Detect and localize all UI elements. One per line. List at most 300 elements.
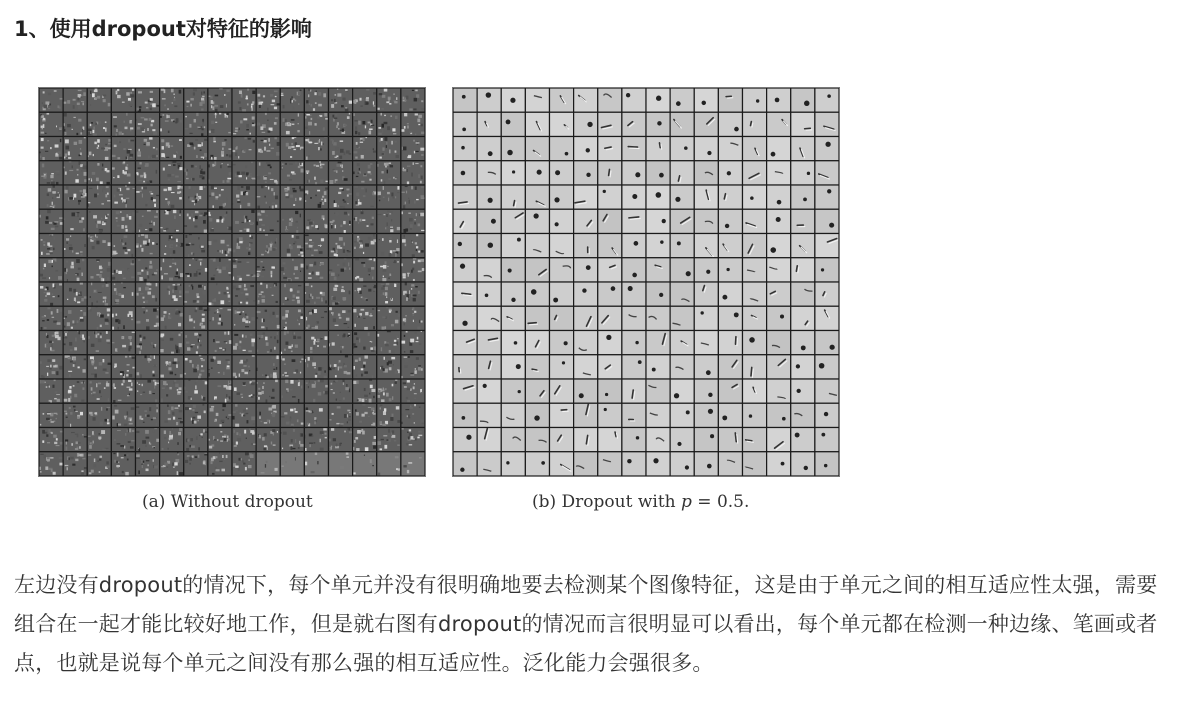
feature-tile [574,234,598,258]
feature-tile [815,452,839,476]
feature-tile [598,379,622,403]
feature-tile [280,306,304,330]
feature-tile [160,185,184,209]
feature-tile [574,403,598,427]
feature-tile [160,306,184,330]
feature-tile [574,306,598,330]
feature-tile [136,355,160,379]
feature-tile [353,258,377,282]
feature-tile [622,452,646,476]
feature-tile [401,306,425,330]
feature-tile [453,258,477,282]
feature-tile [501,282,525,306]
feature-tile [767,209,791,233]
feature-tile [477,185,501,209]
feature-tile [815,137,839,161]
feature-tile [453,379,477,403]
feature-tile [111,185,136,209]
feature-tile [622,137,646,161]
feature-tile [501,88,525,112]
feature-tile [525,428,549,452]
feature-tile [718,331,742,355]
feature-tile [646,161,670,185]
feature-tile [63,112,87,136]
feature-tile [694,88,718,112]
feature-tile [525,306,549,330]
feature-tile [453,234,477,258]
feature-tile [256,185,280,210]
feature-tile [401,161,425,185]
feature-tile [453,428,477,452]
feature-tile [256,112,280,136]
feature-tile [329,355,353,379]
feature-tile [574,428,598,452]
feature-tile [501,112,525,136]
feature-tile [232,306,256,330]
feature-tile [160,428,184,452]
feature-tile [767,403,791,427]
feature-tile [136,112,160,136]
feature-tile [39,185,63,209]
feature-tile [304,306,328,330]
feature-tile [525,209,549,233]
feature-tile [87,161,111,185]
feature-tile [111,403,135,427]
feature-tile [646,331,670,355]
caption-with-dropout-prefix: (b) Dropout with [532,492,682,512]
feature-tile [453,306,477,330]
feature-tile [550,428,574,452]
feature-tile [622,428,646,452]
feature-tile [453,112,477,136]
feature-tile [39,428,64,452]
feature-tile [87,234,111,258]
feature-tile [87,428,111,452]
feature-tile [111,137,135,161]
caption-without-dropout: (a) Without dropout [142,492,313,512]
feature-tile [477,137,501,161]
feature-tile [767,452,791,476]
feature-tile [184,306,208,330]
feature-tile [111,306,135,331]
feature-tile [550,185,574,209]
feature-tile [329,306,353,330]
feature-tile [136,209,160,233]
feature-tile [208,355,232,379]
feature-tile [111,379,135,403]
feature-tile [136,234,160,258]
feature-tile [694,306,718,330]
explanation-paragraph: 左边没有dropout的情况下，每个单元并没有很明确地要去检测某个图像特征，这是由于单元之间的相互适应性太强，需要组合在一起才能比较好地工作，但是就右图有dropout的情况而言很明显可以看出，每个单元都在检测一种边缘、笔画或者点，也就是说每个单元之间没有那么强的相互适应性。泛化能力会强很多。 [14,573,1158,675]
feature-tile [111,428,135,452]
feature-tile [329,88,353,112]
feature-tile [232,88,256,113]
feature-tile [377,379,401,403]
feature-tile [184,88,208,112]
feature-tile [160,112,184,136]
feature-tile [160,331,184,355]
feature-tile [353,331,377,355]
feature-tile [574,209,598,233]
feature-tile [574,137,598,161]
feature-tile [670,185,694,209]
feature-tile [39,379,63,403]
feature-tile [574,161,598,185]
feature-tile [574,112,598,136]
feature-tile [63,137,87,161]
feature-tile [453,282,477,306]
feature-tile [280,209,304,233]
feature-tile [815,306,839,330]
feature-tile [791,379,815,403]
feature-tile [377,112,401,136]
feature-tile [622,258,646,282]
feature-tile [598,258,622,282]
feature-tile [39,306,63,330]
feature-tile [670,306,694,330]
feature-tile [815,234,839,258]
feature-tile [232,161,256,185]
feature-tile [377,137,401,161]
feature-tile [377,88,401,112]
feature-tile [477,209,501,233]
caption-with-dropout [532,490,749,514]
feature-tile [453,185,477,209]
feature-tile [694,258,718,282]
feature-tile [136,88,160,112]
feature-tile [622,185,646,209]
feature-tile [280,112,304,136]
feature-tile [525,161,549,185]
feature-tile [63,428,88,452]
feature-tile [256,234,280,258]
feature-tile [670,403,694,427]
feature-tile [791,161,815,185]
feature-tile [353,161,377,185]
feature-tile [401,112,425,136]
feature-tile [87,185,111,209]
feature-tile [501,355,525,379]
feature-grid-without-dropout [38,87,426,477]
feature-tile [453,88,477,112]
feature-tile [184,161,208,185]
feature-tile [304,209,328,233]
feature-tile [598,112,622,136]
feature-tile [208,403,232,427]
feature-tile [353,137,377,161]
feature-tile [815,161,839,185]
feature-tile [718,355,742,379]
feature-tile [767,185,791,209]
feature-tile [550,452,574,476]
feature-tile [694,234,718,258]
feature-tile [329,403,353,428]
feature-tile [622,234,646,258]
feature-tile [815,112,839,136]
feature-tile [477,258,501,282]
feature-tile [377,234,401,258]
feature-tile [453,452,477,476]
feature-tile [501,234,525,258]
feature-tile [791,403,815,427]
feature-tile [63,234,87,258]
feature-tile [184,331,208,355]
feature-tile [63,161,88,185]
feature-tile [232,185,256,209]
feature-tile [160,452,184,476]
feature-tile [815,379,839,403]
feature-tile [525,137,549,161]
feature-tile [63,88,87,112]
feature-tile [136,258,160,282]
feature-tile [501,379,525,403]
feature-tile [622,379,646,403]
feature-tile [87,379,111,403]
feature-tile [646,185,670,209]
feature-tile [377,185,401,209]
feature-tile [111,258,135,283]
feature-tile [208,258,232,282]
feature-tile [670,234,694,258]
feature-tile [377,428,401,452]
feature-tile [280,379,304,403]
feature-tile [111,209,135,233]
feature-tile [87,282,111,306]
feature-tile [646,379,670,403]
feature-tile [329,379,353,403]
feature-tile [280,355,304,379]
feature-tile [743,88,767,112]
feature-tile [791,234,815,258]
feature-tile [670,452,694,476]
feature-tile [815,185,839,209]
feature-tile [184,234,208,258]
feature-tile [525,331,549,355]
feature-tile [111,282,135,306]
feature-tile [791,331,815,355]
feature-tile [574,379,598,403]
feature-tile [377,209,401,233]
feature-tile [184,137,208,161]
feature-tile [791,185,815,209]
feature-tile [401,355,425,379]
feature-tile [598,403,622,427]
feature-tile [136,137,160,161]
feature-tile [743,403,767,427]
feature-tile [39,355,63,379]
feature-tile [670,428,694,452]
feature-tile [111,452,135,476]
feature-tile [670,209,694,233]
feature-tile [670,331,694,355]
feature-tile [232,258,256,282]
feature-tile [208,137,232,161]
feature-tile [353,209,377,233]
feature-tile [63,403,87,427]
feature-tile [39,452,63,476]
feature-tile [815,355,839,379]
feature-tile [743,282,767,306]
feature-tile [791,209,815,233]
feature-tile [39,137,63,161]
feature-tile [743,428,767,452]
feature-tile [401,258,425,282]
feature-tile [280,88,304,112]
feature-tile [791,306,815,330]
feature-tile [184,428,208,452]
feature-tile [525,88,549,112]
feature-tile [525,258,549,282]
feature-tile [304,403,328,427]
feature-tile [767,258,791,282]
feature-tile [550,112,574,136]
feature-tile [525,282,549,306]
feature-tile [477,331,501,355]
feature-tile [232,137,256,161]
feature-tile [694,428,718,452]
feature-tile [574,258,598,282]
feature-tile [256,161,280,185]
feature-tile [453,331,477,355]
feature-tile [136,306,160,330]
feature-tile [598,331,622,355]
feature-tile [160,209,184,233]
feature-tile [304,428,328,452]
feature-tile [232,112,256,136]
feature-tile [63,185,87,209]
feature-tile [256,331,280,355]
feature-tile [646,112,670,136]
feature-tile [550,258,574,282]
feature-tile [550,137,574,161]
feature-tile [598,282,622,306]
feature-tile [280,403,304,427]
feature-tile [550,282,574,306]
feature-tile [743,379,767,403]
feature-tile [670,112,694,136]
feature-tile [694,355,718,379]
feature-tile [694,403,718,427]
feature-tile [401,185,425,209]
feature-tile [791,428,815,452]
feature-tile [525,355,549,379]
feature-tile [646,306,670,330]
feature-tile [208,112,232,136]
feature-tile [718,234,742,258]
feature-tile [256,137,280,161]
feature-tile [622,88,646,112]
feature-tile [477,88,501,112]
feature-tile [525,452,549,476]
feature-tile [670,137,694,161]
feature-tile [718,403,742,427]
feature-tile [304,112,329,136]
page-heading: 1、使用dropout对特征的影响 [14,17,312,41]
feature-tile [767,331,791,355]
feature-tile [550,355,574,379]
feature-tile [208,88,232,112]
feature-tile [256,258,280,282]
feature-tile [232,428,256,452]
feature-tile [525,185,549,209]
feature-tile [184,379,209,403]
feature-tile [304,379,328,403]
feature-tile [646,355,670,379]
feature-tile [477,452,501,476]
feature-tile [256,428,280,452]
feature-tile [574,282,598,306]
feature-tile [377,403,401,427]
feature-tile [39,234,63,258]
feature-grid-with-dropout-image [453,88,839,476]
feature-tile [501,428,525,452]
feature-tile [598,452,622,476]
feature-tile [718,185,742,209]
feature-tile [646,258,670,282]
feature-tile [477,403,501,427]
feature-tile [232,209,256,233]
feature-tile [743,161,767,185]
feature-tile [401,137,425,161]
feature-tile [401,452,425,476]
feature-tile [304,88,328,112]
feature-tile [622,209,646,233]
feature-tile [63,331,87,355]
feature-tile [694,161,718,185]
feature-tile [501,161,525,185]
feature-tile [525,403,549,427]
feature-tile [39,282,63,306]
feature-tile [718,379,742,403]
feature-tile [63,282,87,306]
feature-tile [574,88,598,112]
feature-tile [501,306,525,330]
feature-tile [377,282,401,306]
feature-tile [598,88,622,112]
feature-tile [136,185,160,209]
feature-tile [208,282,232,306]
feature-grid-with-dropout [452,87,840,477]
feature-tile [304,234,328,258]
feature-tile [694,331,718,355]
feature-tile [501,331,525,355]
feature-tile [87,306,111,330]
feature-tile [718,452,742,476]
feature-tile [550,88,574,112]
feature-tile [208,161,232,185]
feature-tile [304,258,328,282]
feature-tile [574,331,598,355]
feature-tile [767,379,791,403]
feature-tile [184,258,208,282]
feature-tile [377,161,401,185]
feature-tile [111,161,135,185]
feature-tile [646,137,670,161]
feature-tile [453,137,477,161]
feature-tile [329,112,353,136]
feature-tile [622,112,646,136]
feature-tile [208,209,232,233]
feature-tile [694,137,718,161]
feature-tile [353,428,377,452]
feature-tile [329,258,353,282]
feature-tile [184,282,208,306]
feature-tile [87,258,111,282]
caption-with-dropout-variable: p [681,492,692,512]
feature-tile [670,88,694,112]
feature-tile [87,331,111,355]
feature-tile [304,185,329,209]
